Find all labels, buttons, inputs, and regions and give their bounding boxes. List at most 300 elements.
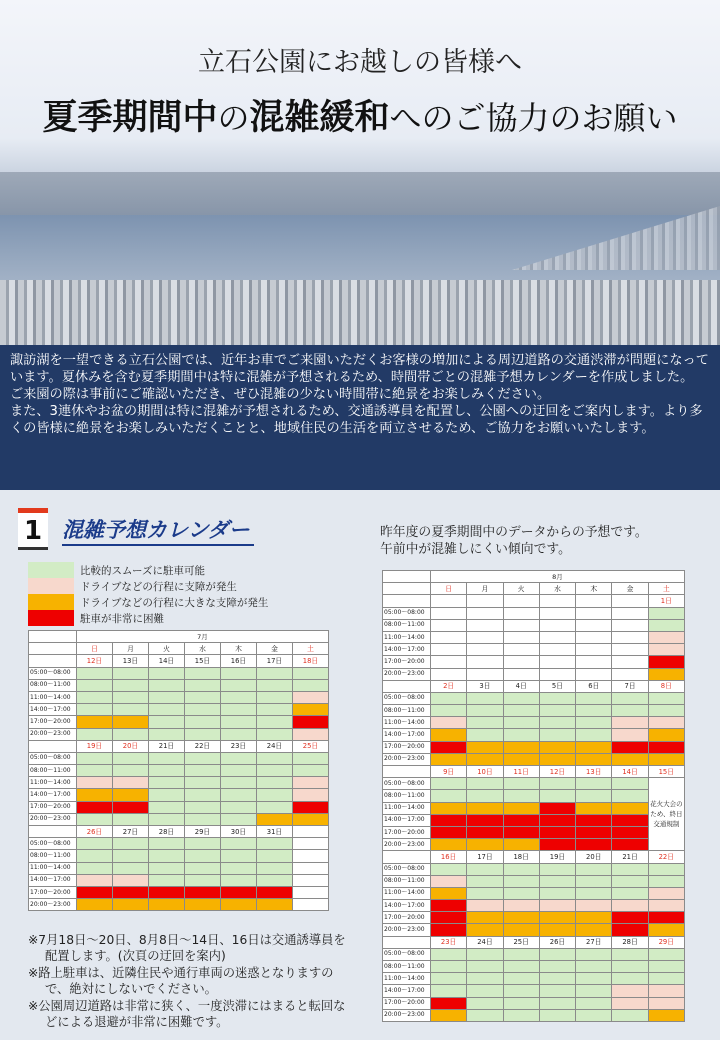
congestion-cell <box>77 886 113 898</box>
town-skyline <box>0 280 720 345</box>
time-label: 20:00～23:00 <box>383 924 431 936</box>
congestion-cell <box>185 850 221 862</box>
date-cell: 14日 <box>149 655 185 667</box>
time-label: 05:00～08:00 <box>383 778 431 790</box>
congestion-cell <box>149 886 185 898</box>
congestion-cell <box>539 790 575 802</box>
congestion-cell <box>648 607 684 619</box>
time-label: 08:00～11:00 <box>29 679 77 691</box>
congestion-cell <box>257 862 293 874</box>
legend-label: 比較的スムーズに駐車可能 <box>80 564 205 577</box>
weekday-cell: 月 <box>113 643 149 655</box>
intro-text-box <box>0 345 720 490</box>
congestion-cell <box>539 607 575 619</box>
congestion-cell <box>576 900 612 912</box>
congestion-cell <box>257 704 293 716</box>
date-cell <box>503 595 539 607</box>
time-row <box>383 887 685 899</box>
congestion-cell <box>185 899 221 911</box>
congestion-cell <box>539 778 575 790</box>
date-cell: 24日 <box>257 740 293 752</box>
footnote: ※7月18日～20日、8月8日～14日、16日は交通誘導員を配置します。(次頁の迂回を案内) <box>28 933 346 963</box>
time-label: 14:00～17:00 <box>383 729 431 741</box>
congestion-cell <box>293 801 329 813</box>
congestion-cell <box>576 887 612 899</box>
congestion-cell <box>612 948 648 960</box>
congestion-cell <box>467 839 503 851</box>
congestion-cell <box>221 862 257 874</box>
congestion-cell <box>467 705 503 717</box>
congestion-cell <box>612 924 648 936</box>
time-row <box>383 607 685 619</box>
congestion-cell <box>539 753 575 765</box>
congestion-cell <box>257 728 293 740</box>
corner-cell <box>383 936 431 948</box>
congestion-cell <box>257 691 293 703</box>
time-row <box>383 668 685 680</box>
date-cell: 13日 <box>113 655 149 667</box>
date-cell <box>612 595 648 607</box>
congestion-cell <box>539 692 575 704</box>
time-label: 11:00～14:00 <box>29 691 77 703</box>
time-row <box>29 899 329 911</box>
date-cell: 26日 <box>539 936 575 948</box>
time-label: 05:00～08:00 <box>383 948 431 960</box>
congestion-cell <box>467 887 503 899</box>
congestion-cell <box>149 667 185 679</box>
congestion-cell <box>503 997 539 1009</box>
congestion-cell <box>431 705 467 717</box>
congestion-cell <box>293 765 329 777</box>
congestion-cell <box>149 691 185 703</box>
congestion-cell <box>612 717 648 729</box>
time-row <box>383 802 685 814</box>
date-cell: 21日 <box>612 851 648 863</box>
congestion-cell <box>221 728 257 740</box>
congestion-cell <box>431 973 467 985</box>
congestion-cell <box>431 729 467 741</box>
weekday-cell: 火 <box>503 583 539 595</box>
date-cell <box>431 595 467 607</box>
congestion-cell <box>431 631 467 643</box>
congestion-cell <box>539 985 575 997</box>
date-cell <box>467 595 503 607</box>
congestion-cell <box>576 875 612 887</box>
time-label: 08:00～11:00 <box>383 705 431 717</box>
congestion-cell <box>503 753 539 765</box>
corner-cell <box>383 851 431 863</box>
congestion-cell <box>149 679 185 691</box>
date-cell: 23日 <box>221 740 257 752</box>
congestion-cell <box>431 839 467 851</box>
congestion-cell <box>576 863 612 875</box>
time-row <box>383 839 685 851</box>
congestion-cell <box>503 644 539 656</box>
congestion-cell <box>77 765 113 777</box>
congestion-cell <box>431 692 467 704</box>
time-row <box>383 1009 685 1021</box>
congestion-cell <box>648 717 684 729</box>
congestion-cell <box>257 886 293 898</box>
date-row <box>29 740 329 752</box>
weekday-cell: 水 <box>539 583 575 595</box>
congestion-cell <box>467 912 503 924</box>
congestion-cell <box>467 961 503 973</box>
congestion-cell <box>113 838 149 850</box>
congestion-cell <box>648 961 684 973</box>
time-row <box>383 631 685 643</box>
congestion-cell <box>185 862 221 874</box>
date-cell: 2日 <box>431 680 467 692</box>
date-cell <box>576 595 612 607</box>
legend-item <box>28 594 358 610</box>
congestion-cell <box>185 789 221 801</box>
congestion-cell <box>467 875 503 887</box>
date-cell: 7日 <box>612 680 648 692</box>
congestion-cell <box>221 850 257 862</box>
congestion-cell <box>185 813 221 825</box>
time-row <box>29 801 329 813</box>
congestion-cell <box>539 973 575 985</box>
weekday-cell: 土 <box>293 643 329 655</box>
congestion-cell <box>612 778 648 790</box>
congestion-cell <box>612 912 648 924</box>
congestion-cell <box>431 753 467 765</box>
congestion-cell <box>503 705 539 717</box>
footnote: ※公園周辺道路は非常に狭く、一度渋滞にはまると転回などによる退避が非常に困難です。 <box>28 999 346 1029</box>
congestion-cell <box>576 997 612 1009</box>
date-cell: 10日 <box>467 766 503 778</box>
congestion-cell <box>149 838 185 850</box>
month-label: 8月 <box>431 571 685 583</box>
congestion-cell <box>612 668 648 680</box>
congestion-cell <box>467 790 503 802</box>
congestion-cell <box>431 814 467 826</box>
section-number: 1 <box>18 508 48 550</box>
time-label: 08:00～11:00 <box>29 850 77 862</box>
date-cell: 1日 <box>648 595 684 607</box>
congestion-cell <box>257 679 293 691</box>
time-row <box>29 728 329 740</box>
congestion-cell <box>467 863 503 875</box>
congestion-cell <box>576 619 612 631</box>
congestion-cell <box>539 997 575 1009</box>
date-cell: 5日 <box>539 680 575 692</box>
congestion-cell <box>77 801 113 813</box>
congestion-cell <box>149 752 185 764</box>
congestion-cell <box>221 886 257 898</box>
congestion-cell <box>77 899 113 911</box>
time-label: 14:00～17:00 <box>29 874 77 886</box>
congestion-cell <box>221 899 257 911</box>
corner-cell <box>29 826 77 838</box>
congestion-cell <box>257 777 293 789</box>
date-row <box>383 680 685 692</box>
congestion-cell <box>77 862 113 874</box>
congestion-cell <box>185 765 221 777</box>
congestion-cell <box>185 691 221 703</box>
congestion-cell <box>576 631 612 643</box>
congestion-cell <box>149 899 185 911</box>
time-row <box>29 752 329 764</box>
congestion-cell <box>503 717 539 729</box>
time-label: 08:00～11:00 <box>29 765 77 777</box>
time-label: 05:00～08:00 <box>29 838 77 850</box>
congestion-cell <box>221 691 257 703</box>
date-row <box>383 936 685 948</box>
time-row <box>29 838 329 850</box>
congestion-cell <box>113 667 149 679</box>
time-label: 20:00～23:00 <box>383 839 431 851</box>
congestion-cell <box>431 948 467 960</box>
congestion-cell <box>467 741 503 753</box>
time-row <box>29 850 329 862</box>
forecast-note: 昨年度の夏季期間中のデータからの予想です。 午前中が混雑しにくい傾向です。 <box>380 525 648 557</box>
date-cell: 4日 <box>503 680 539 692</box>
congestion-cell <box>539 705 575 717</box>
congestion-cell <box>576 692 612 704</box>
congestion-cell <box>257 716 293 728</box>
congestion-cell <box>648 753 684 765</box>
congestion-cell <box>221 679 257 691</box>
time-label: 20:00～23:00 <box>29 728 77 740</box>
time-row <box>383 717 685 729</box>
congestion-cell <box>149 813 185 825</box>
congestion-cell <box>431 644 467 656</box>
time-row <box>383 948 685 960</box>
congestion-cell <box>503 961 539 973</box>
congestion-cell <box>503 619 539 631</box>
congestion-cell <box>539 826 575 838</box>
congestion-cell <box>539 900 575 912</box>
legend-swatch <box>28 610 74 626</box>
date-row <box>29 655 329 667</box>
legend <box>28 562 358 626</box>
congestion-cell <box>648 705 684 717</box>
congestion-cell <box>77 704 113 716</box>
congestion-cell <box>431 875 467 887</box>
congestion-cell <box>293 777 329 789</box>
legend-swatch <box>28 594 74 610</box>
weekday-cell: 金 <box>257 643 293 655</box>
congestion-cell <box>539 924 575 936</box>
date-cell: 20日 <box>576 851 612 863</box>
congestion-cell <box>648 887 684 899</box>
congestion-cell <box>113 789 149 801</box>
legend-label: ドライブなどの行程に支障が発生 <box>80 580 237 593</box>
congestion-cell <box>467 717 503 729</box>
time-row <box>383 924 685 936</box>
congestion-cell <box>293 813 329 825</box>
date-row <box>383 595 685 607</box>
congestion-cell <box>431 741 467 753</box>
congestion-cell <box>539 961 575 973</box>
time-label: 08:00～11:00 <box>383 619 431 631</box>
congestion-cell <box>257 789 293 801</box>
congestion-cell <box>113 691 149 703</box>
time-label: 20:00～23:00 <box>383 1009 431 1021</box>
congestion-cell <box>221 838 257 850</box>
title-part: へのご協力のお願い <box>389 99 678 137</box>
congestion-cell <box>648 997 684 1009</box>
congestion-cell <box>503 814 539 826</box>
congestion-cell <box>185 838 221 850</box>
time-row <box>383 778 685 790</box>
congestion-cell <box>77 679 113 691</box>
traffic-control-note: 花火大会のため、終日交通規制 <box>648 778 684 851</box>
time-label: 14:00～17:00 <box>383 814 431 826</box>
time-label: 14:00～17:00 <box>383 644 431 656</box>
weekday-cell: 金 <box>612 583 648 595</box>
congestion-cell <box>503 778 539 790</box>
date-cell: 31日 <box>257 826 293 838</box>
date-cell: 22日 <box>648 851 684 863</box>
congestion-cell <box>221 667 257 679</box>
date-cell: 16日 <box>431 851 467 863</box>
congestion-cell <box>467 814 503 826</box>
congestion-cell <box>257 874 293 886</box>
congestion-cell <box>648 912 684 924</box>
date-cell: 11日 <box>503 766 539 778</box>
congestion-cell <box>467 729 503 741</box>
congestion-cell <box>77 789 113 801</box>
congestion-cell <box>503 912 539 924</box>
congestion-cell <box>467 668 503 680</box>
congestion-cell <box>612 826 648 838</box>
date-cell: 13日 <box>576 766 612 778</box>
congestion-cell <box>467 948 503 960</box>
date-cell: 12日 <box>77 655 113 667</box>
congestion-cell <box>539 875 575 887</box>
time-label: 08:00～11:00 <box>383 961 431 973</box>
congestion-cell <box>113 886 149 898</box>
congestion-cell <box>221 765 257 777</box>
congestion-cell <box>503 1009 539 1021</box>
congestion-cell <box>612 887 648 899</box>
congestion-cell <box>648 631 684 643</box>
time-row <box>383 973 685 985</box>
congestion-cell <box>612 863 648 875</box>
congestion-cell <box>221 874 257 886</box>
date-cell: 27日 <box>113 826 149 838</box>
time-label: 14:00～17:00 <box>383 985 431 997</box>
congestion-cell <box>221 813 257 825</box>
congestion-cell <box>648 644 684 656</box>
congestion-cell <box>612 705 648 717</box>
congestion-cell <box>539 863 575 875</box>
congestion-cell <box>503 839 539 851</box>
congestion-cell <box>221 777 257 789</box>
congestion-cell <box>77 691 113 703</box>
congestion-cell <box>221 716 257 728</box>
congestion-cell <box>431 961 467 973</box>
congestion-cell <box>576 973 612 985</box>
congestion-cell <box>467 619 503 631</box>
time-row <box>383 985 685 997</box>
time-row <box>383 875 685 887</box>
time-label: 05:00～08:00 <box>29 752 77 764</box>
congestion-cell <box>431 912 467 924</box>
congestion-cell <box>467 692 503 704</box>
congestion-cell <box>149 789 185 801</box>
congestion-cell <box>257 801 293 813</box>
time-label: 17:00～20:00 <box>29 801 77 813</box>
corner-cell <box>29 655 77 667</box>
congestion-cell <box>149 874 185 886</box>
congestion-cell <box>185 716 221 728</box>
time-label: 14:00～17:00 <box>29 789 77 801</box>
page-subtitle: 立石公園にお越しの皆様へ <box>198 47 522 78</box>
congestion-cell <box>503 631 539 643</box>
congestion-cell <box>431 863 467 875</box>
congestion-cell <box>503 802 539 814</box>
congestion-cell <box>539 1009 575 1021</box>
congestion-cell <box>612 753 648 765</box>
congestion-cell <box>431 802 467 814</box>
congestion-cell <box>576 948 612 960</box>
congestion-cell <box>149 716 185 728</box>
time-row <box>383 961 685 973</box>
corner-cell <box>29 631 77 643</box>
congestion-cell <box>431 887 467 899</box>
time-row <box>29 679 329 691</box>
congestion-cell <box>431 985 467 997</box>
title-part: の <box>217 99 250 137</box>
congestion-cell <box>648 973 684 985</box>
time-label: 11:00～14:00 <box>383 887 431 899</box>
date-cell: 25日 <box>293 740 329 752</box>
congestion-cell <box>612 875 648 887</box>
congestion-cell <box>612 741 648 753</box>
congestion-cell <box>185 801 221 813</box>
congestion-cell <box>503 948 539 960</box>
date-cell: 14日 <box>612 766 648 778</box>
congestion-cell <box>612 1009 648 1021</box>
corner-cell <box>29 740 77 752</box>
congestion-cell <box>503 741 539 753</box>
congestion-cell <box>431 656 467 668</box>
congestion-cell <box>431 997 467 1009</box>
title-part: 夏季期間中 <box>42 98 218 138</box>
corner-cell <box>383 571 431 583</box>
time-label: 11:00～14:00 <box>383 631 431 643</box>
month-header-row <box>383 571 685 583</box>
congestion-cell <box>612 692 648 704</box>
time-row <box>29 704 329 716</box>
date-cell: 18日 <box>293 655 329 667</box>
time-row <box>29 667 329 679</box>
time-label: 08:00～11:00 <box>383 790 431 802</box>
congestion-cell <box>113 777 149 789</box>
congestion-cell <box>576 729 612 741</box>
congestion-cell <box>576 839 612 851</box>
date-cell: 16日 <box>221 655 257 667</box>
congestion-cell <box>293 728 329 740</box>
congestion-cell <box>539 619 575 631</box>
date-cell: 25日 <box>503 936 539 948</box>
congestion-cell <box>257 850 293 862</box>
weekday-cell: 水 <box>185 643 221 655</box>
congestion-cell <box>77 874 113 886</box>
date-cell: 19日 <box>77 740 113 752</box>
time-row <box>29 874 329 886</box>
time-label: 20:00～23:00 <box>383 753 431 765</box>
date-cell: 27日 <box>576 936 612 948</box>
congestion-cell <box>221 789 257 801</box>
congestion-cell <box>185 679 221 691</box>
legend-label: 駐車が非常に困難 <box>80 612 164 625</box>
weekday-cell: 木 <box>221 643 257 655</box>
